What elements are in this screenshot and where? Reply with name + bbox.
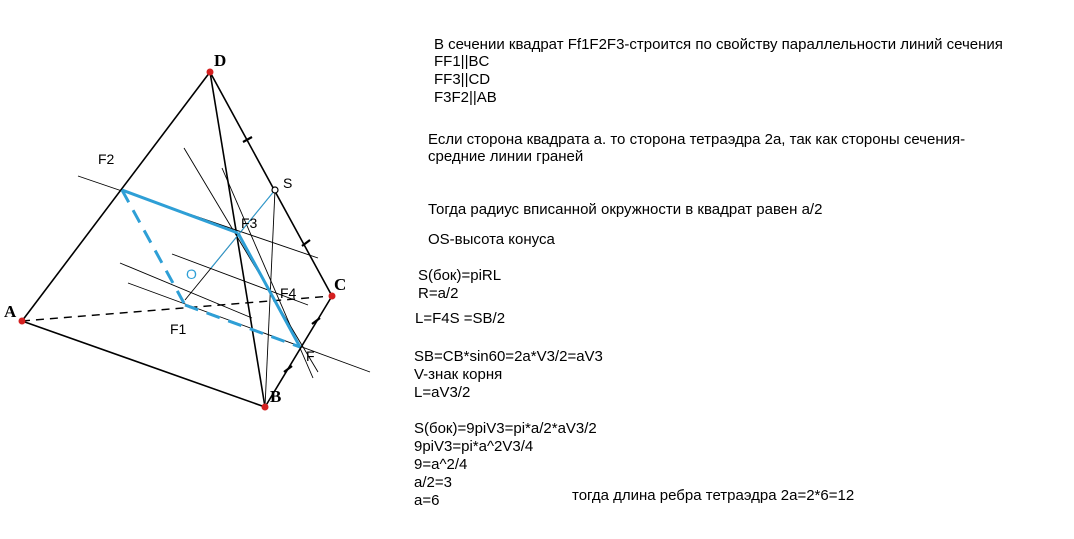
note-line-8: OS-высота конуса — [428, 231, 555, 248]
note-line-16: 9piV3=pi*a^2V3/4 — [414, 438, 534, 455]
edge-AB — [22, 321, 265, 407]
point-label-O: O — [186, 266, 197, 282]
point-label-F2: F2 — [98, 151, 115, 167]
note-line-18: a/2=3 — [414, 474, 452, 491]
note-line-14: L=aV3/2 — [414, 384, 471, 401]
note-line-13: V-знак корня — [414, 366, 503, 383]
note-line-9: S(бок)=piRL — [418, 267, 502, 284]
note-line-19: a=6 — [414, 492, 440, 509]
note-line-3: FF3||CD — [434, 71, 491, 88]
tick-FB — [284, 366, 292, 372]
note-line-12: SB=CB*sin60=2a*V3/2=aV3 — [414, 348, 603, 365]
vertex-dot-A — [19, 318, 26, 325]
vertex-dot-B — [262, 404, 269, 411]
point-label-F4: F4 — [280, 285, 297, 301]
note-line-10: R=a/2 — [418, 285, 459, 302]
note-line-7: Тогда радиус вписанной окружности в квадрат равен а/2 — [428, 201, 823, 218]
note-line-11: L=F4S =SB/2 — [415, 310, 506, 327]
vertex-label-D: D — [214, 51, 227, 70]
vertex-label-C: C — [334, 275, 347, 294]
note-line-2: FF1||BC — [434, 53, 490, 70]
note-line-6: средние линии граней — [428, 148, 584, 165]
vertex-label-B: B — [270, 387, 282, 406]
note-line-4: F3F2||AB — [434, 89, 497, 106]
section-F1-F-hidden — [185, 305, 300, 347]
vertex-dot-D — [207, 69, 214, 76]
note-line-15: S(бок)=9piV3=pi*a/2*aV3/2 — [414, 420, 597, 437]
section-F2-F3 — [122, 190, 238, 233]
point-label-S: S — [283, 175, 293, 191]
vertex-label-A: A — [4, 302, 17, 321]
note-line-5: Если сторона квадрата а. то сторона тетраэдра 2а, так как стороны сечения- — [428, 131, 966, 148]
note-line-1: В сечении квадрат Ff1F2F3-строится по свойству параллельности линий сечения — [434, 36, 1003, 53]
point-label-F: F — [306, 348, 315, 364]
point-label-F3: F3 — [241, 215, 258, 231]
edge-AD — [22, 72, 210, 321]
section-F2-F1-hidden — [122, 190, 185, 305]
note-line-20: тогда длина ребра тетраэдра 2а=2*6=12 — [572, 487, 855, 504]
note-line-17: 9=a^2/4 — [414, 456, 468, 473]
point-dot-S — [272, 187, 278, 193]
point-label-F1: F1 — [170, 321, 187, 337]
